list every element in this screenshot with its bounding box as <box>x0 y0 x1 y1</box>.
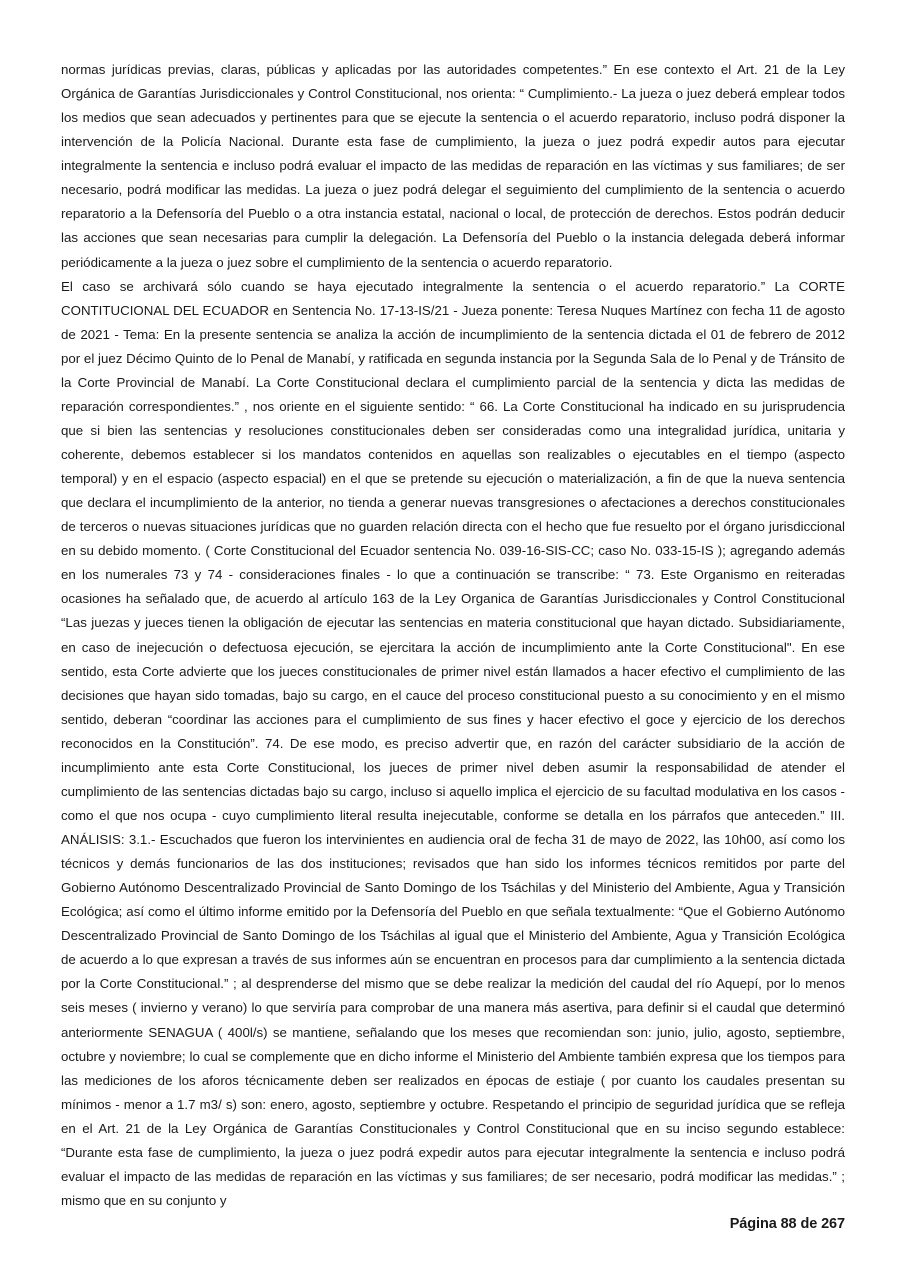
page-number: Página 88 de 267 <box>729 1216 845 1232</box>
document-page <box>61 58 845 1213</box>
body-paragraph-1: normas jurídicas previas, claras, públicas y aplicadas por las autoridades competentes.” En ese contexto el Art. 21 de la Ley Orgánica de Garantías Jurisdiccionales y Control Constitucional, nos orienta: “ Cumplimiento.- La jueza o juez deberá emplear todos los medios que sean adecuados y pertinentes para que se ejecute la sentencia o el acuerdo reparatorio, incluso podrá disponer la intervención de la Policía Nacional. Durante esta fase de cumplimiento, la jueza o juez podrá expedir autos para ejecutar integralmente la sentencia e incluso podrá evaluar el impacto de las medidas de reparación en las víctimas y sus familiares; de ser necesario, podrá modificar las medidas. La jueza o juez podrá delegar el seguimiento del cumplimiento de la sentencia o acuerdo reparatorio a la Defensoría del Pueblo o a otra instancia estatal, nacional o local, de protección de derechos. Estos podrán deducir las acciones que sean necesarias para cumplir la delegación. La Defensoría del Pueblo o la instancia delegada deberá informar periódicamente a la jueza o juez sobre el cumplimiento de la sentencia o acuerdo reparatorio. <box>61 62 845 270</box>
body-paragraph-2: El caso se archivará sólo cuando se haya ejecutado integralmente la sentencia o el acuerdo reparatorio.” La CORTE CONTITUCIONAL DEL ECUADOR en Sentencia No. 17-13-IS/21 - Jueza ponente: Teresa Nuques Martínez con fecha 11 de agosto de 2021 - Tema: En la presente sentencia se analiza la acción de incumplimiento de la sentencia dictada el 01 de febrero de 2012 por el juez Décimo Quinto de lo Penal de Manabí, y ratificada en segunda instancia por la Segunda Sala de lo Penal y de Tránsito de la Corte Provincial de Manabí. La Corte Constitucional declara el cumplimiento parcial de la sentencia y dicta las medidas de reparación correspondientes.” , nos oriente en el siguiente sentido: “ 66. La Corte Constitucional ha indicado en su jurisprudencia que si bien las sentencias y resoluciones constitucionales deben ser consideradas como una integralidad jurídica, unitaria y coherente, debemos establecer si los mandatos contenidos en aquellas son realizables o ejecutables en el tiempo (aspecto temporal) y en el espacio (aspecto espacial) en el que se pretende su ejecución o materialización, a fin de que la nueva sentencia que declara el incumplimiento de la anterior, no tienda a generar nuevas transgresiones o afectaciones a derechos constitucionales de terceros o nuevas situaciones jurídicas que no guarden relación directa con el hecho que fue resuelto por el órgano jurisdiccional en su debido momento. ( Corte Constitucional del Ecuador sentencia No. 039-16-SIS-CC; caso No. 033-15-IS ); agregando además en los numerales 73 y 74 - consideraciones finales - lo que a continuación se transcribe: “ 73. Este Organismo en reiteradas ocasiones ha señalado que, de acuerdo al artículo 163 de la Ley Organica de Garantías Jurisdiccionales y Control Constitucional “Las juezas y jueces tienen la obligación de ejecutar las sentencias en materia constitucional que hayan dictado. Subsidiariamente, en caso de inejecución o defectuosa ejecución, se ejercitara la acción de incumplimiento ante la Corte Constitucional". En ese sentido, esta Corte advierte que los jueces constitucionales de primer nivel están llamados a hacer efectivo el cumplimiento de las decisiones que hayan sido tomadas, bajo su cargo, en el cauce del proceso constitucional puesto a su conocimiento y en el mismo sentido, deberan “coordinar las acciones para el cumplimiento de sus fines y hacer efectivo el goce y ejercicio de los derechos reconocidos en la Constitución”. 74. De ese modo, es preciso advertir que, en razón del carácter subsidiario de la acción de incumplimiento ante esta Corte Constitucional, los jueces de primer nivel deben asumir la responsabilidad de atender el cumplimiento de las sentencias dictadas bajo su cargo, incluso si aquello implica el ejercicio de su facultad modulativa en los casos - como el que nos ocupa - cuyo cumplimiento literal resulta inejecutable, conforme se detalla en los párrafos que anteceden.” III. ANÁLISIS: 3.1.- Escuchados que fueron los intervinientes en audiencia oral de fecha 31 de mayo de 2022, las 10h00, así como los técnicos y demás funcionarios de las dos instituciones; revisados que han sido los informes técnicos remitidos por parte del Gobierno Autónomo Descentralizado Provincial de Santo Domingo de los Tsáchilas y del Ministerio del Ambiente, Agua y Transición Ecológica; así como el último informe emitido por la Defensoría del Pueblo en que señala textualmente: “Que el Gobierno Autónomo Descentralizado Provincial de Santo Domingo de los Tsáchilas al igual que el Ministerio del Ambiente, Agua y Transición Ecológica de acuerdo a lo que expresan a través de sus informes aún se encuentran en procesos para dar cumplimiento a la sentencia dictada por la Corte Constitucional.” ; al desprenderse del mismo que se debe realizar la medición del caudal del río Aquepí, por lo menos seis meses ( invierno y verano) lo que serviría para comprobar de una manera más asertiva, para definir si el caudal que determinó anteriormente SENAGUA ( 400l/s) se mantiene, señalando que los meses que recomiendan son: junio, julio, agosto, septiembre, octubre y noviembre; lo cual se complemente que en dicho informe el Ministerio del Ambiente también expresa que los tiempos para las mediciones de los aforos técnicamente deben ser realizados en épocas de estiaje ( por cuanto los caudales presentan su mínimos - menor a 1.7 m3/ s) son: enero, agosto, septiembre y octubre. Respetando el principio de seguridad jurídica que se refleja en el Art. 21 de la Ley Orgánica de Garantías Constitucionales y Control Constitucional que en su inciso segundo establece: “Durante esta fase de cumplimiento, la jueza o juez podrá expedir autos para ejecutar integralmente la sentencia e incluso podrá evaluar el impacto de las medidas de reparación en las víctimas y sus familiares; de ser necesario, podrá modificar las medidas.” ; mismo que en su conjunto y <box>61 278 845 1208</box>
